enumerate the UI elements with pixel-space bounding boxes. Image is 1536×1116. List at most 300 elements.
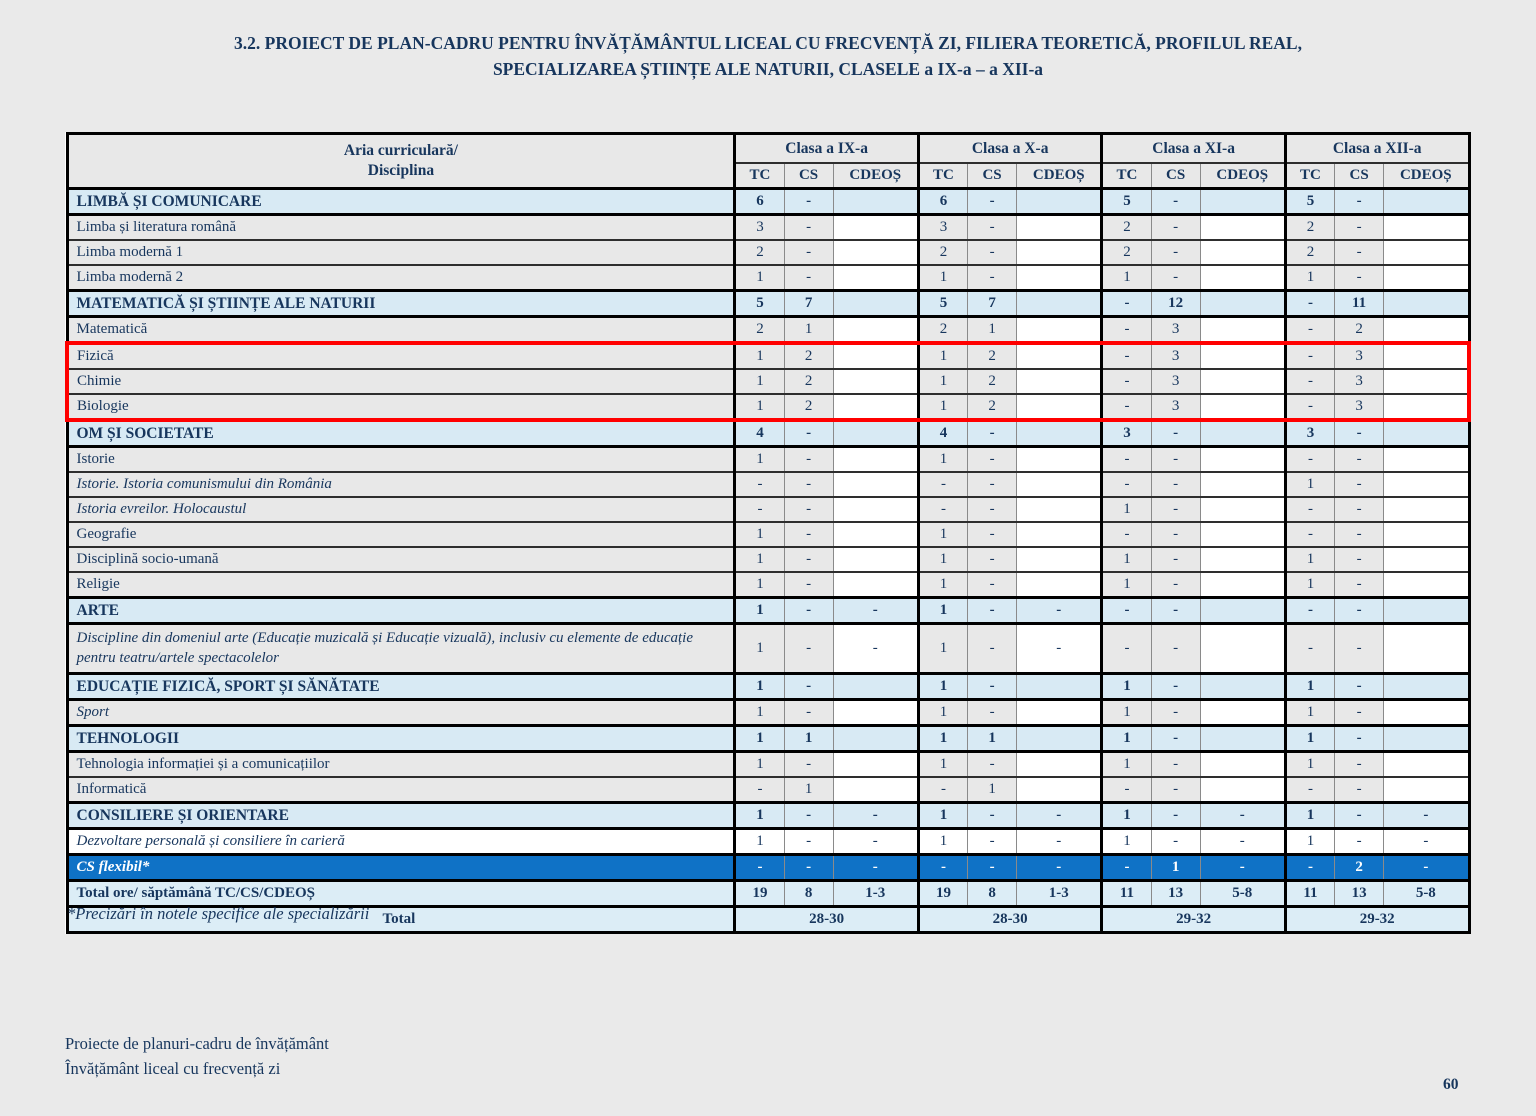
value-cell: [1200, 624, 1285, 674]
value-cell: [1384, 265, 1469, 291]
column-header-cs: CS: [784, 163, 833, 189]
value-cell: [1200, 598, 1285, 624]
value-cell: -: [1151, 700, 1200, 726]
value-cell: 3: [735, 215, 784, 241]
column-header-cdeoș: CDEOȘ: [833, 163, 918, 189]
total-cell: 29-32: [1102, 907, 1286, 933]
value-cell: 2: [968, 394, 1017, 420]
value-cell: 1: [918, 394, 967, 420]
value-cell: -: [968, 674, 1017, 700]
value-cell: -: [968, 265, 1017, 291]
value-cell: 1: [735, 624, 784, 674]
value-cell: -: [1285, 369, 1334, 394]
table-row: [67, 777, 1469, 803]
value-cell: 4: [735, 420, 784, 447]
value-cell: -: [968, 420, 1017, 447]
value-cell: 19: [735, 881, 784, 907]
value-cell: [1200, 291, 1285, 317]
value-cell: 1: [735, 752, 784, 778]
value-cell: -: [968, 829, 1017, 855]
value-cell: -: [1200, 829, 1285, 855]
table-row: [67, 317, 1469, 344]
row-label: Limba modernă 1: [67, 240, 735, 265]
value-cell: -: [1151, 547, 1200, 572]
value-cell: 1: [735, 803, 784, 829]
table-row: [67, 700, 1469, 726]
value-cell: -: [784, 265, 833, 291]
value-cell: 19: [918, 881, 967, 907]
value-cell: 1: [1102, 547, 1151, 572]
value-cell: [1017, 394, 1102, 420]
value-cell: -: [918, 472, 967, 497]
value-cell: 12: [1151, 291, 1200, 317]
value-cell: [1384, 472, 1469, 497]
value-cell: 3: [1102, 420, 1151, 447]
value-cell: [1200, 547, 1285, 572]
value-cell: [833, 522, 918, 547]
value-cell: 2: [784, 369, 833, 394]
value-cell: [1384, 369, 1469, 394]
value-cell: -: [1200, 803, 1285, 829]
value-cell: -: [968, 803, 1017, 829]
value-cell: 1: [1285, 700, 1334, 726]
row-label: Disciplină socio-umană: [67, 547, 735, 572]
value-cell: 2: [1102, 215, 1151, 241]
value-cell: 1: [1285, 547, 1334, 572]
value-cell: 1: [1102, 829, 1151, 855]
value-cell: [1384, 240, 1469, 265]
value-cell: -: [968, 752, 1017, 778]
value-cell: [1384, 700, 1469, 726]
value-cell: 2: [968, 343, 1017, 369]
value-cell: -: [1102, 624, 1151, 674]
row-label: Tehnologia informației și a comunicațiilor: [67, 752, 735, 778]
value-cell: 1: [1285, 572, 1334, 598]
value-cell: 3: [1151, 369, 1200, 394]
header-row-classes: [67, 134, 1469, 164]
column-header-cdeoș: CDEOȘ: [1200, 163, 1285, 189]
value-cell: 1: [784, 726, 833, 752]
value-cell: -: [833, 624, 918, 674]
table-row: [67, 420, 1469, 447]
value-cell: -: [1384, 803, 1469, 829]
value-cell: -: [1335, 447, 1384, 473]
value-cell: 1: [968, 777, 1017, 803]
value-cell: -: [1102, 522, 1151, 547]
value-cell: [1017, 447, 1102, 473]
value-cell: 1: [735, 369, 784, 394]
value-cell: -: [1335, 522, 1384, 547]
value-cell: 2: [1335, 855, 1384, 881]
value-cell: -: [1102, 472, 1151, 497]
value-cell: 1: [735, 726, 784, 752]
table-row: [67, 624, 1469, 674]
value-cell: -: [784, 215, 833, 241]
value-cell: [833, 700, 918, 726]
column-header-aria-disciplina: [67, 134, 735, 189]
column-header-class: Clasa a XII-a: [1285, 134, 1469, 164]
value-cell: 4: [918, 420, 967, 447]
table-row: [67, 291, 1469, 317]
footer-block: [65, 1032, 329, 1082]
value-cell: -: [1285, 291, 1334, 317]
value-cell: [1017, 215, 1102, 241]
value-cell: [1200, 240, 1285, 265]
value-cell: -: [1102, 369, 1151, 394]
value-cell: [833, 447, 918, 473]
page-title: [0, 30, 1536, 83]
value-cell: 1: [735, 394, 784, 420]
value-cell: -: [1285, 394, 1334, 420]
value-cell: [1200, 317, 1285, 344]
value-cell: -: [1384, 829, 1469, 855]
value-cell: -: [833, 855, 918, 881]
value-cell: 13: [1335, 881, 1384, 907]
row-label: ARTE: [67, 598, 735, 624]
value-cell: -: [1335, 674, 1384, 700]
value-cell: 2: [1285, 215, 1334, 241]
aria-header-line: Aria curriculară/: [343, 141, 458, 159]
value-cell: 2: [735, 240, 784, 265]
value-cell: 1: [784, 777, 833, 803]
value-cell: [1200, 215, 1285, 241]
value-cell: -: [968, 215, 1017, 241]
value-cell: [1384, 598, 1469, 624]
value-cell: -: [1335, 726, 1384, 752]
value-cell: [833, 317, 918, 344]
value-cell: 1: [1102, 674, 1151, 700]
value-cell: -: [1151, 497, 1200, 522]
value-cell: [1017, 369, 1102, 394]
column-header-tc: TC: [1102, 163, 1151, 189]
page-number: 60: [1443, 1076, 1459, 1093]
value-cell: -: [1102, 598, 1151, 624]
value-cell: -: [1151, 726, 1200, 752]
value-cell: [833, 752, 918, 778]
row-label: TEHNOLOGII: [67, 726, 735, 752]
value-cell: -: [1017, 624, 1102, 674]
value-cell: [1200, 522, 1285, 547]
value-cell: [1017, 522, 1102, 547]
table-row: [67, 472, 1469, 497]
value-cell: -: [1017, 598, 1102, 624]
value-cell: -: [784, 752, 833, 778]
value-cell: 2: [735, 317, 784, 344]
value-cell: -: [1151, 447, 1200, 473]
value-cell: -: [1335, 215, 1384, 241]
value-cell: 1: [1285, 829, 1334, 855]
value-cell: 1: [735, 572, 784, 598]
value-cell: 1: [918, 343, 967, 369]
value-cell: -: [784, 547, 833, 572]
value-cell: 1: [735, 674, 784, 700]
aria-header-line: Disciplina: [367, 162, 435, 179]
value-cell: [1017, 700, 1102, 726]
value-cell: [1384, 674, 1469, 700]
value-cell: -: [1151, 572, 1200, 598]
row-label: Total ore/ săptămână TC/CS/CDEOȘ: [67, 881, 735, 907]
value-cell: 1: [1102, 726, 1151, 752]
value-cell: 1: [1285, 674, 1334, 700]
column-header-cdeoș: CDEOȘ: [1017, 163, 1102, 189]
value-cell: 13: [1151, 881, 1200, 907]
value-cell: 1: [1285, 803, 1334, 829]
value-cell: [1200, 265, 1285, 291]
value-cell: -: [1335, 777, 1384, 803]
value-cell: [833, 420, 918, 447]
row-label: Discipline din domeniul arte (Educație muzicală și Educație vizuală), inclusiv cu elemente de educație pentru teatru/artele spectacolelor: [67, 624, 735, 674]
value-cell: 1: [918, 674, 967, 700]
table-row: [67, 726, 1469, 752]
table-header: [67, 134, 1469, 189]
value-cell: [1200, 420, 1285, 447]
value-cell: -: [1102, 343, 1151, 369]
value-cell: 1: [735, 547, 784, 572]
column-header-tc: TC: [735, 163, 784, 189]
value-cell: [833, 726, 918, 752]
value-cell: [1017, 291, 1102, 317]
value-cell: 2: [1102, 240, 1151, 265]
value-cell: [833, 674, 918, 700]
value-cell: -: [1384, 855, 1469, 881]
value-cell: -: [784, 829, 833, 855]
value-cell: [1200, 777, 1285, 803]
value-cell: [1384, 189, 1469, 215]
value-cell: -: [1335, 472, 1384, 497]
value-cell: -: [1335, 803, 1384, 829]
value-cell: -: [1151, 420, 1200, 447]
value-cell: [1384, 215, 1469, 241]
value-cell: [1200, 447, 1285, 473]
value-cell: -: [1335, 752, 1384, 778]
value-cell: [1384, 291, 1469, 317]
column-header-cs: CS: [1335, 163, 1384, 189]
footnote: *Precizări în notele specifice ale specializării: [67, 904, 370, 923]
value-cell: [1017, 265, 1102, 291]
value-cell: [1384, 752, 1469, 778]
value-cell: 1: [735, 265, 784, 291]
value-cell: 3: [1335, 394, 1384, 420]
value-cell: [1200, 394, 1285, 420]
value-cell: 3: [918, 215, 967, 241]
value-cell: [833, 189, 918, 215]
value-cell: -: [735, 777, 784, 803]
row-label: Fizică: [67, 343, 735, 369]
value-cell: -: [1285, 447, 1334, 473]
table-row: [67, 598, 1469, 624]
value-cell: [1200, 700, 1285, 726]
row-label: Total: [67, 907, 735, 933]
table-row: [67, 215, 1469, 241]
value-cell: [833, 472, 918, 497]
value-cell: 1: [735, 700, 784, 726]
value-cell: -: [1335, 598, 1384, 624]
table-row: [67, 497, 1469, 522]
value-cell: -: [784, 189, 833, 215]
value-cell: 5: [1102, 189, 1151, 215]
value-cell: 1: [1285, 472, 1334, 497]
value-cell: 1: [735, 598, 784, 624]
total-cell: 29-32: [1285, 907, 1469, 933]
value-cell: 3: [1151, 343, 1200, 369]
value-cell: 1: [918, 752, 967, 778]
value-cell: [833, 291, 918, 317]
value-cell: 1: [918, 598, 967, 624]
value-cell: -: [784, 700, 833, 726]
value-cell: [1017, 572, 1102, 598]
row-label: Biologie: [67, 394, 735, 420]
table-row: [67, 394, 1469, 420]
value-cell: 1: [735, 522, 784, 547]
value-cell: 1: [918, 522, 967, 547]
row-label: OM ȘI SOCIETATE: [67, 420, 735, 447]
value-cell: -: [1017, 803, 1102, 829]
value-cell: [1384, 547, 1469, 572]
value-cell: [833, 547, 918, 572]
value-cell: -: [784, 497, 833, 522]
table-row: [67, 547, 1469, 572]
value-cell: 1: [918, 572, 967, 598]
table-row: [67, 829, 1469, 855]
value-cell: 1: [1102, 803, 1151, 829]
value-cell: [833, 497, 918, 522]
value-cell: -: [1102, 394, 1151, 420]
value-cell: -: [968, 547, 1017, 572]
value-cell: -: [1285, 855, 1334, 881]
value-cell: [1017, 752, 1102, 778]
column-header-class: Clasa a X-a: [918, 134, 1102, 164]
table-row: [67, 343, 1469, 369]
value-cell: -: [918, 497, 967, 522]
table-row: [67, 752, 1469, 778]
value-cell: [1017, 189, 1102, 215]
row-label: Chimie: [67, 369, 735, 394]
value-cell: 2: [918, 240, 967, 265]
value-cell: 2: [784, 394, 833, 420]
value-cell: 1: [968, 317, 1017, 344]
value-cell: -: [1151, 777, 1200, 803]
value-cell: -: [1102, 447, 1151, 473]
value-cell: [1200, 726, 1285, 752]
table-row: [67, 855, 1469, 881]
value-cell: [1017, 547, 1102, 572]
table-row: [67, 189, 1469, 215]
value-cell: [1200, 343, 1285, 369]
value-cell: -: [784, 420, 833, 447]
value-cell: -: [784, 572, 833, 598]
value-cell: 1: [918, 547, 967, 572]
value-cell: [1017, 497, 1102, 522]
value-cell: -: [1335, 240, 1384, 265]
row-label: Matematică: [67, 317, 735, 344]
column-header-cdeoș: CDEOȘ: [1384, 163, 1469, 189]
value-cell: 1: [1102, 497, 1151, 522]
value-cell: -: [1151, 215, 1200, 241]
value-cell: [1017, 726, 1102, 752]
value-cell: [1200, 752, 1285, 778]
value-cell: 1: [918, 369, 967, 394]
value-cell: [1384, 447, 1469, 473]
value-cell: 3: [1285, 420, 1334, 447]
value-cell: 5: [918, 291, 967, 317]
value-cell: [833, 394, 918, 420]
value-cell: -: [1017, 855, 1102, 881]
value-cell: [1017, 317, 1102, 344]
value-cell: -: [784, 624, 833, 674]
row-label: MATEMATICĂ ȘI ȘTIINȚE ALE NATURII: [67, 291, 735, 317]
value-cell: -: [1285, 522, 1334, 547]
value-cell: 1: [1285, 752, 1334, 778]
value-cell: -: [1151, 522, 1200, 547]
row-label: Dezvoltare personală și consiliere în carieră: [67, 829, 735, 855]
value-cell: -: [1102, 855, 1151, 881]
column-header-cs: CS: [1151, 163, 1200, 189]
total-cell: 28-30: [918, 907, 1102, 933]
value-cell: [1200, 572, 1285, 598]
value-cell: 1: [735, 343, 784, 369]
value-cell: 8: [784, 881, 833, 907]
value-cell: -: [1151, 829, 1200, 855]
value-cell: -: [1017, 829, 1102, 855]
value-cell: -: [1335, 497, 1384, 522]
row-label: Informatică: [67, 777, 735, 803]
value-cell: 6: [735, 189, 784, 215]
value-cell: -: [784, 447, 833, 473]
value-cell: -: [968, 598, 1017, 624]
value-cell: 1: [918, 803, 967, 829]
value-cell: -: [833, 803, 918, 829]
value-cell: [1384, 394, 1469, 420]
row-label: CONSILIERE ȘI ORIENTARE: [67, 803, 735, 829]
value-cell: -: [833, 598, 918, 624]
row-label: Limba și literatura română: [67, 215, 735, 241]
value-cell: [1384, 317, 1469, 344]
column-header-class: Clasa a XI-a: [1102, 134, 1286, 164]
value-cell: -: [968, 700, 1017, 726]
value-cell: 1: [1102, 752, 1151, 778]
value-cell: -: [1335, 700, 1384, 726]
value-cell: -: [784, 472, 833, 497]
value-cell: 5: [1285, 189, 1334, 215]
value-cell: 2: [968, 369, 1017, 394]
footer-line2: Învățământ liceal cu frecvență zi: [65, 1058, 281, 1078]
value-cell: -: [968, 522, 1017, 547]
value-cell: [833, 343, 918, 369]
value-cell: -: [784, 522, 833, 547]
value-cell: 7: [784, 291, 833, 317]
table-row: [67, 369, 1469, 394]
value-cell: -: [1151, 803, 1200, 829]
footer-line1: Proiecte de planuri-cadru de învățământ: [65, 1034, 329, 1053]
row-label: Limba modernă 2: [67, 265, 735, 291]
value-cell: -: [1200, 855, 1285, 881]
value-cell: 11: [1102, 881, 1151, 907]
value-cell: 1: [1151, 855, 1200, 881]
value-cell: 5-8: [1384, 881, 1469, 907]
value-cell: 1: [968, 726, 1017, 752]
value-cell: -: [968, 447, 1017, 473]
value-cell: -: [1285, 598, 1334, 624]
value-cell: 5-8: [1200, 881, 1285, 907]
value-cell: 1-3: [833, 881, 918, 907]
value-cell: [1200, 472, 1285, 497]
value-cell: 1: [918, 447, 967, 473]
value-cell: 1: [735, 829, 784, 855]
value-cell: -: [1151, 674, 1200, 700]
table-row: [67, 265, 1469, 291]
value-cell: 5: [735, 291, 784, 317]
value-cell: -: [1285, 317, 1334, 344]
